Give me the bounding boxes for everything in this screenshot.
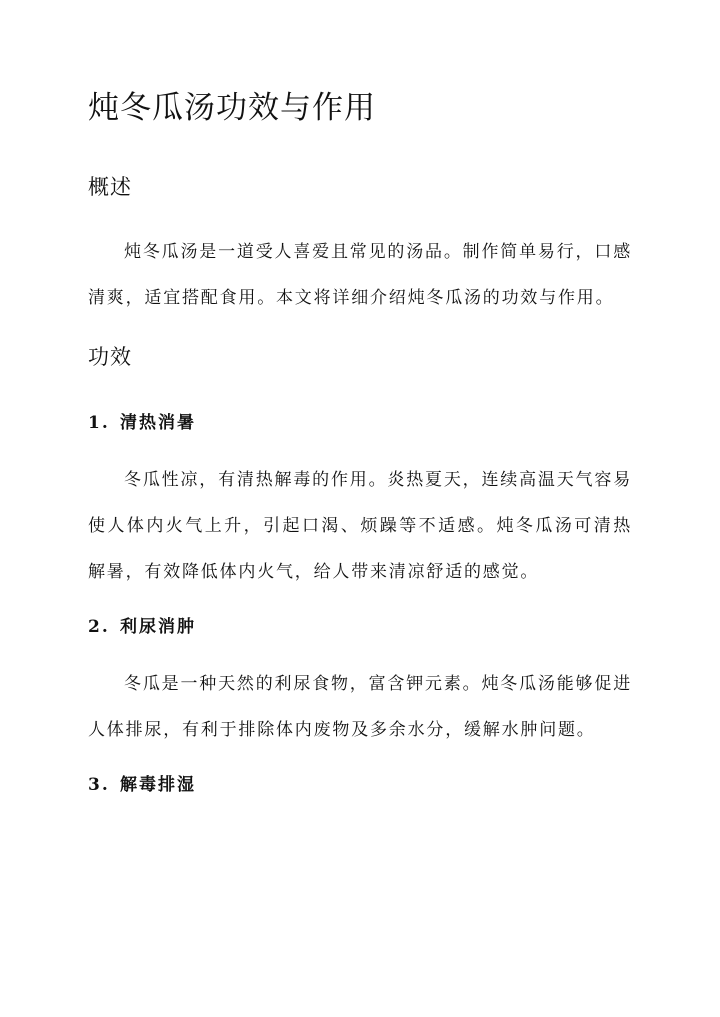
benefit-title: 解毒排湿 bbox=[120, 775, 196, 795]
benefit-number: 1. bbox=[88, 413, 110, 433]
benefit-number: 3. bbox=[88, 775, 110, 795]
section-heading-benefits: 功效 bbox=[88, 345, 132, 369]
benefit-title: 清热消暑 bbox=[120, 413, 196, 433]
page-title: 炖冬瓜汤功效与作用 bbox=[88, 90, 376, 126]
benefit-paragraph-1: 冬瓜性凉，有清热解毒的作用。炎热夏天，连续高温天气容易使人体内火气上升，引起口渴、烦躁等不适感。炖冬瓜汤可清热解暑，有效降低体内火气，给人带来清凉舒适的感觉。 bbox=[88, 470, 632, 582]
benefit-heading-3 bbox=[88, 773, 196, 797]
benefit-title: 利尿消肿 bbox=[120, 617, 196, 637]
section-heading-overview: 概述 bbox=[88, 175, 132, 199]
benefit-paragraph-2: 冬瓜是一种天然的利尿食物，富含钾元素。炖冬瓜汤能够促进人体排尿，有利于排除体内废物及多余水分，缓解水肿问题。 bbox=[88, 674, 632, 740]
overview-paragraph: 炖冬瓜汤是一道受人喜爱且常见的汤品。制作简单易行，口感清爽，适宜搭配食用。本文将详细介绍炖冬瓜汤的功效与作用。 bbox=[88, 242, 632, 308]
benefit-heading-2 bbox=[88, 615, 196, 639]
benefit-heading-1 bbox=[88, 411, 196, 435]
benefit-number: 2. bbox=[88, 617, 110, 637]
